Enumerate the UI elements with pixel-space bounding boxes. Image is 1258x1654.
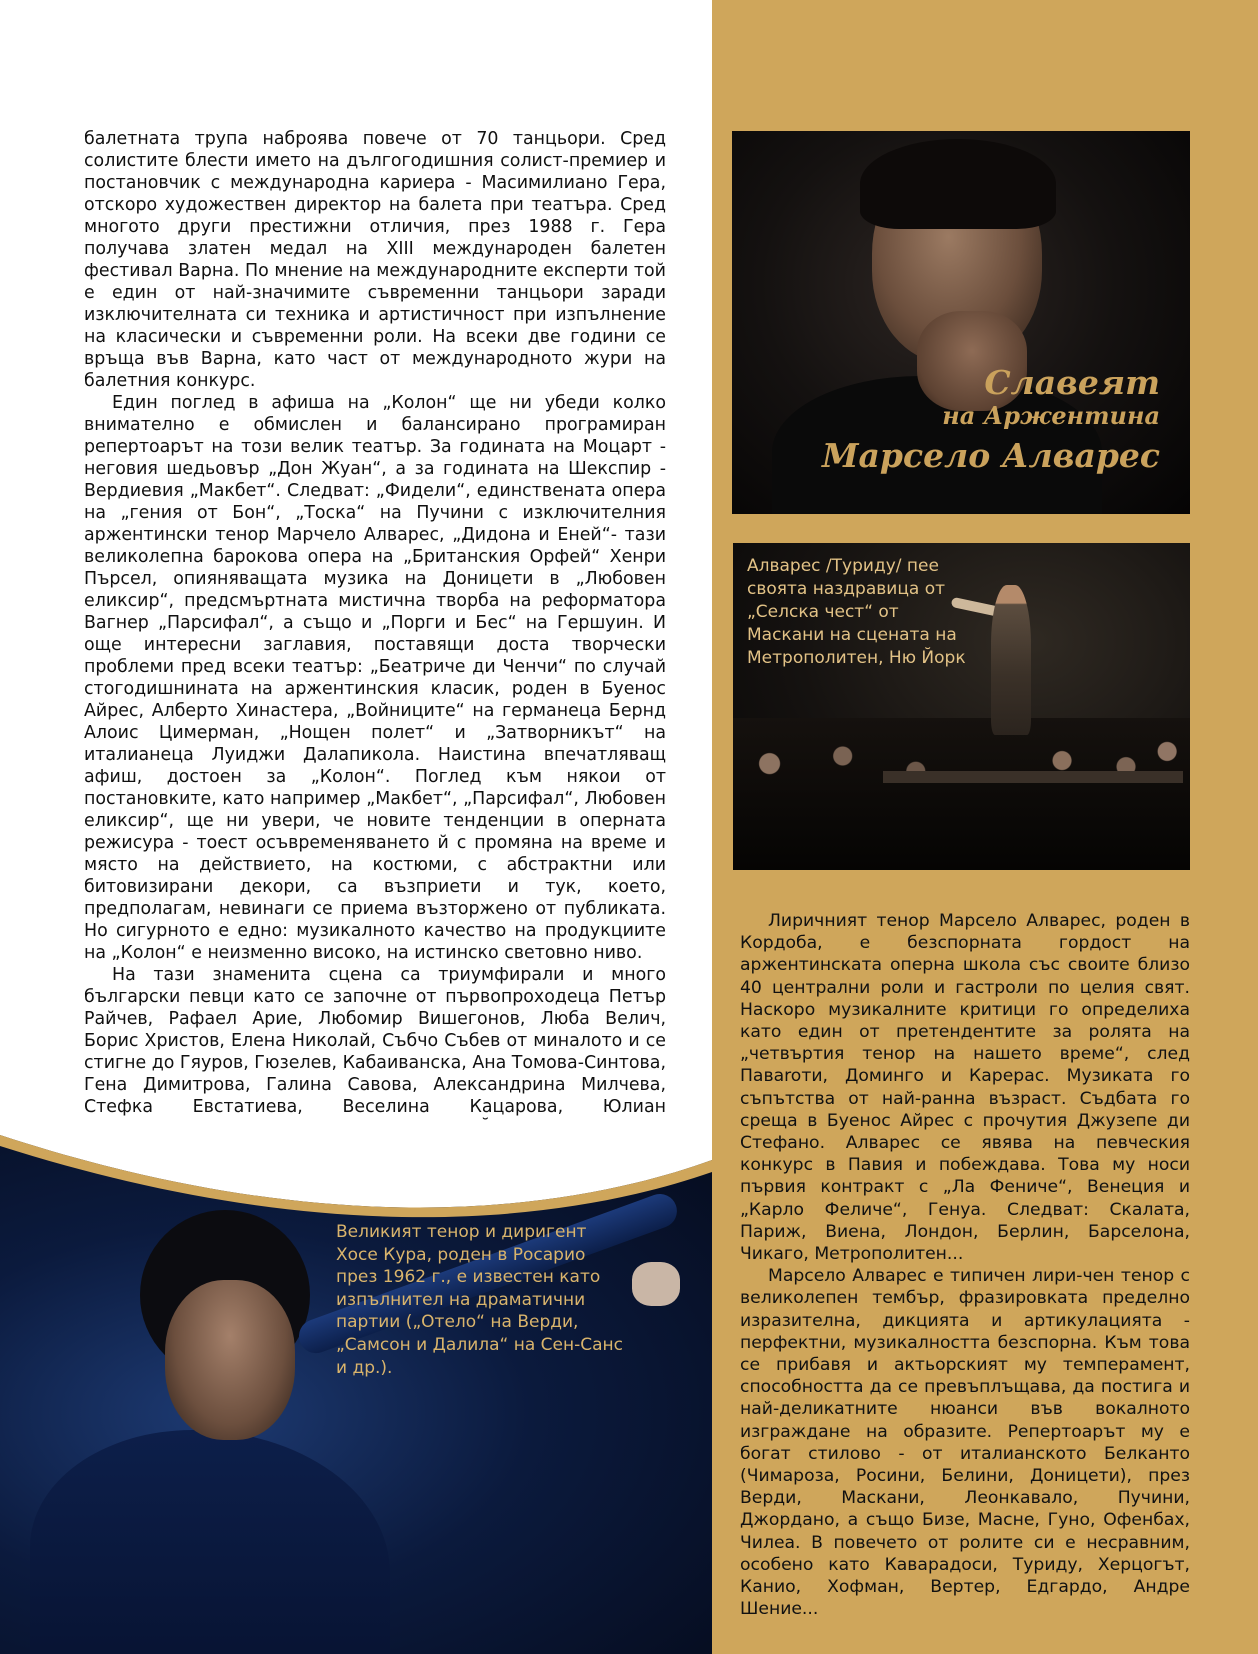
right-paragraph-1: Лиричният тенор Марсело Алварес, роден в Кордоба, е безспорната гордост на аржентинската оперна школа със своите близо 40 централни роли и гастроли по целия свят. Наскоро музикалните критици го определиха като един от претендентите за ролята на „четвъртия тенор на нашето време“, след Паваroти, Доминго и Карерас. Музиката го съпътства от най-ранна възраст. Съдбата го среща в Буенос Айрес с прочутия Джузепе ди Стефано. Алварес се явява на певческия конкурс в Павия и побеждава. Това му носи първия контракт с „Ла Фениче“, Венеция и „Карло Феличе“, Генуа. Следват: Скалата, Париж, Виена, Лондон, Берлин, Барселона, Чикаго, Метрополитен... bbox=[740, 911, 1190, 1265]
left-paragraph-1: балетната трупа наброява повече от 70 танцьори. Сред солистите блести името на дългогодишния солист-премиер и постановчик с международна кариера - Масимилиано Гера, отскоро художествен директор на балета при театъра. Сред многото други престижни отличия, през 1988 г. Гера получава златен медал на XIII международен балетен фестивал Варна. По мнение на международните експерти той е един от най-значимите съвременни танцьори заради изключителната си техника и артистичност при изпълнение на класически и съвременни роли. На всеки две години се връща във Варна, като част от международното жури на балетния конкурс. bbox=[84, 129, 666, 391]
left-article-text bbox=[84, 128, 666, 1140]
stage-chorus bbox=[733, 718, 1190, 870]
stage-photo-caption: Алварес /Туриду/ пее своята наздравица от „Селска чест“ от Маскани на сцената на Метрополитен, Ню Йорк bbox=[747, 556, 966, 668]
stage-table bbox=[883, 771, 1183, 783]
conductor-hand bbox=[632, 1262, 680, 1306]
right-article-text bbox=[740, 910, 1190, 1621]
right-paragraph-2: Марсело Алварес е типичен лири-чен тенор с великолепен тембър, фразировката пределно изразителна, дикцията и артикулацията - перфектни, музикалността безспорна. Към това се прибавя и актьорският му темперамент, способността да се превъплъщава, да постига и най-деликатните нюанси във вокалното изграждане на образите. Репертоарът му е богат стилово - от италианското Белканто (Чимароза, Росини, Белини, Доницети), през Верди, Маскани, Леонкавало, Пучини, Джордано, а също Бизе, Масне, Гуно, Офенбах, Чилеа. В повечето от ролите си е несравним, особено като Каварадоси, Туриду, Херцогът, Канио, Хофман, Вертер, Едгардо, Андре Шение... bbox=[740, 1266, 1190, 1620]
stage-singer bbox=[991, 585, 1031, 735]
conductor-figure bbox=[30, 1210, 360, 1654]
bottom-photo-caption: Великият тенор и диригент Хосе Кура, роден в Росарио през 1962 г., е известен като изпълнител на драматични партии („Отело“ на Верди, „Самсон и Далила“ на Сен-Санс и др.). bbox=[336, 1222, 624, 1378]
stage-photo-cavalleria bbox=[733, 543, 1190, 870]
conductor-face bbox=[165, 1280, 295, 1440]
portrait-photo-marcelo-alvarez bbox=[732, 131, 1190, 514]
left-paragraph-3: На тази знаменита сцена са триумфирали и много български певци като се започне от първопроходеца Петър Райчев, Рафаел Арие, Любомир Вишегонов, Люба Велич, Борис Христов, Елена Николай, Събчо Събев от миналото и се стигне до Гяуров, Гюзелев, Кабаиванска, Ана Томова-Синтова, Гена Димитрова, Галина Савова, Александрина Милчева, Стефка Евстатиева, Веселина Кацарова, Юлиан bbox=[84, 965, 666, 1117]
portrait-title-line1: Славеят bbox=[984, 363, 1160, 402]
portrait-title-line3: Марсело Алварес bbox=[822, 436, 1160, 475]
portrait-title-line2: на Аржентина bbox=[942, 401, 1160, 430]
conductor-body bbox=[30, 1430, 390, 1654]
portrait-hair bbox=[860, 139, 1056, 229]
left-paragraph-2: Един поглед в афиша на „Колон“ ще ни убеди колко внимателно е обмислен и балансирано програмиран репертоарът на този велик театър. За годината на Моцарт - неговия шедьовър „Дон Жуан“, а за годината на Шекспир - Вердиевия „Макбет“. Следват: „Фидели“, единствената опера на „гения от Бон“, „Тоска“ на Пучини с изключителния аржентински тенор Марчело Алварес, „Дидона и Еней“- тази великолепна барокова опера на „Британския Орфей“ Хенри Пърсел, опияняващата музика на Доницети в „Любовен еликсир“, предсмъртната мистична творба на реформатора Вагнер „Парсифал“, а също и „Порги и Бес“ на Гершуин. И още интересни заглавия, поставящи доста творчески проблеми пред всеки театър: „Беатриче ди Ченчи“ по случай стогодишнината на аржентинския класик, роден в Буенос Айрес, Алберто Хинастера, „Войниците“ на германеца Бернд Алоис Цимерман, „Нощен полет“ и „Затворникът“ на италианеца Луиджи Далапикола. Наистина впечатляващ афиш, достоен за „Колон“. Поглед към някои от постановките, като например „Макбет“, „Парсифал“, Любовен еликсир“, ще ни увери, че новите тенденции в оперната режисура - тоест осъвременяването й с промяна на време и място на действието, на костюми, с абстрактни или битовизирани декори, са възприети и тук, което, предполагам, невинаги се приема възторжено от публиката. Но сигурното е едно: музикалното качество на продукциите на „Колон“ е неизменно високо, на истинско световно ниво. bbox=[84, 393, 666, 963]
